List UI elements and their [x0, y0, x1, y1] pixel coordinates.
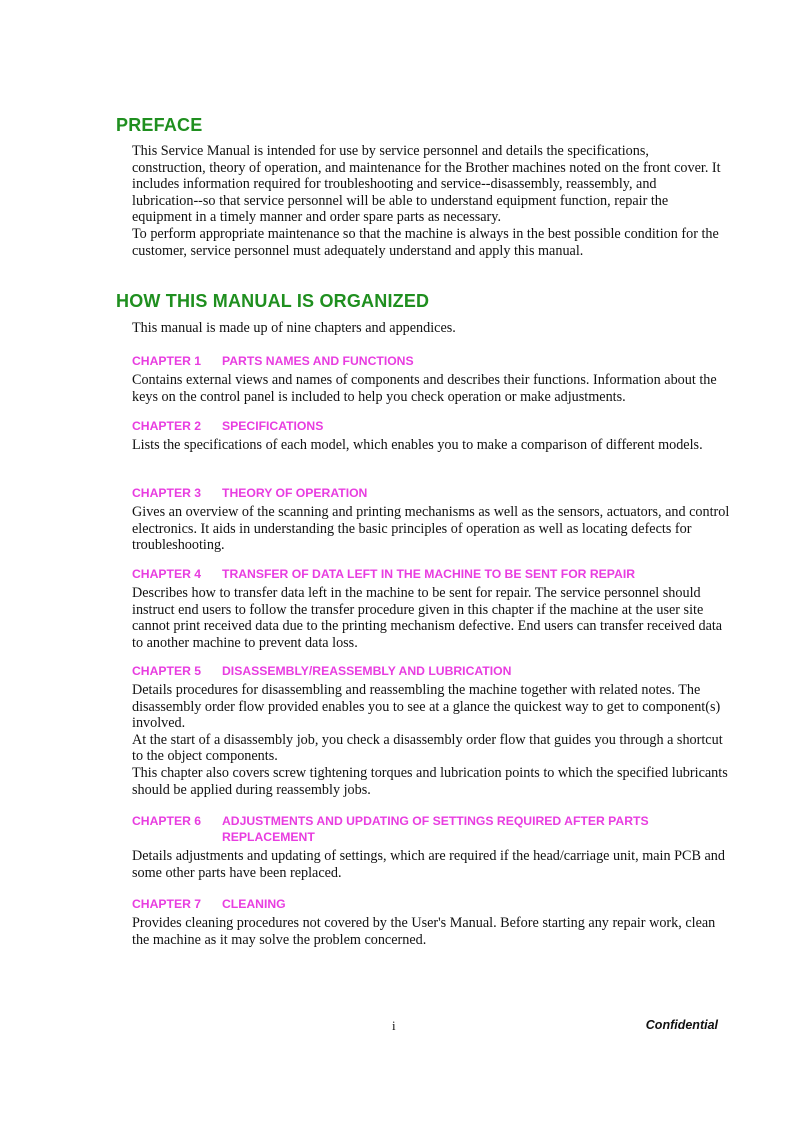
chapter-heading [132, 566, 732, 582]
chapter-name: DISASSEMBLY/REASSEMBLY AND LUBRICATION [222, 664, 512, 678]
chapter-paragraph: At the start of a disassembly job, you check a disassembly order flow that guides you through a shortcut to the object components. [132, 731, 723, 765]
chapter-paragraph: This chapter also covers screw tightening torques and lubrication points to which the specified lubricants should be applied during reassembly jobs. [132, 764, 728, 798]
chapter-paragraph: Provides cleaning procedures not covered by the User's Manual. Before starting any repair work, clean the machine as it may solve the problem concerned. [132, 915, 716, 948]
chapter-paragraph: Gives an overview of the scanning and printing mechanisms as well as the sensors, actuators, and control electronics. It aids in understanding the basic principles of operation as well as locating defects for troubleshooting. [132, 504, 730, 554]
chapter-description [132, 504, 732, 554]
chapter-name: PARTS NAMES AND FUNCTIONS [222, 354, 414, 368]
chapter-paragraph: Details adjustments and updating of settings, which are required if the head/carriage unit, main PCB and some other parts have been replaced. [132, 848, 725, 881]
chapter-name: CLEANING [222, 897, 286, 911]
chapter-number: CHAPTER 6 [132, 814, 202, 828]
chapter-number: CHAPTER 4 [132, 567, 202, 581]
chapter-1 [132, 353, 732, 405]
confidential-label: Confidential [645, 1018, 718, 1032]
chapter-description [132, 372, 732, 405]
chapter-4 [132, 566, 732, 651]
chapter-description [132, 437, 732, 454]
chapter-heading [132, 485, 732, 501]
chapter-heading [132, 418, 732, 434]
chapter-heading [132, 813, 732, 845]
chapter-name: THEORY OF OPERATION [222, 486, 368, 500]
chapter-3 [132, 485, 732, 554]
chapter-heading [132, 353, 732, 369]
chapter-paragraph: Details procedures for disassembling and reassembling the machine together with related notes. The disassembly order flow provided enables you to see at a glance the quickest way to get to component(s) involved. [132, 682, 721, 732]
chapter-description [132, 915, 732, 948]
chapter-description [132, 682, 732, 798]
chapter-number: CHAPTER 5 [132, 664, 202, 678]
chapter-7 [132, 896, 732, 948]
chapter-2 [132, 418, 732, 454]
chapter-description [132, 848, 732, 881]
organized-intro: This manual is made up of nine chapters and appendices. [132, 320, 456, 336]
preface-body [132, 143, 722, 259]
chapter-name: SPECIFICATIONS [222, 419, 324, 433]
chapter-heading [132, 663, 732, 679]
chapter-6 [132, 813, 732, 881]
chapter-paragraph: Contains external views and names of components and describes their functions. Information about the keys on the control panel is included to help you check operation or make adjustments. [132, 372, 717, 405]
chapter-name: ADJUSTMENTS AND UPDATING OF SETTINGS REQUIRED AFTER PARTS REPLACEMENT [222, 814, 649, 844]
organized-title: HOW THIS MANUAL IS ORGANIZED [116, 291, 430, 311]
chapter-number: CHAPTER 3 [132, 486, 202, 500]
chapter-paragraph: Lists the specifications of each model, which enables you to make a comparison of different models. [132, 437, 703, 453]
chapter-paragraph: Describes how to transfer data left in the machine to be sent for repair. The service personnel should instruct end users to follow the transfer procedure given in this chapter if the machine at the user site cannot print received data due to the printing mechanism defective. End users can transfer received data to another machine to prevent data loss. [132, 585, 723, 651]
page-number: i [392, 1018, 396, 1033]
chapter-number: CHAPTER 2 [132, 419, 202, 433]
preface-paragraph: To perform appropriate maintenance so that the machine is always in the best possible condition for the customer, service personnel must adequately understand and apply this manual. [132, 225, 719, 259]
chapter-number: CHAPTER 1 [132, 354, 202, 368]
chapter-heading [132, 896, 732, 912]
chapter-5 [132, 663, 732, 798]
chapter-description [132, 585, 732, 651]
chapter-name: TRANSFER OF DATA LEFT IN THE MACHINE TO BE SENT FOR REPAIR [222, 567, 636, 581]
preface-paragraph: This Service Manual is intended for use by service personnel and details the specifications, construction, theory of operation, and maintenance for the Brother machines noted on the front cover. It includes information required for troubleshooting and service--disassembly, reassembly, and lubrication--so that service personnel will be able to understand equipment function, repair the equipment in a timely manner and order spare parts as necessary. [132, 143, 721, 226]
preface-title: PREFACE [116, 115, 203, 135]
chapter-number: CHAPTER 7 [132, 897, 202, 911]
